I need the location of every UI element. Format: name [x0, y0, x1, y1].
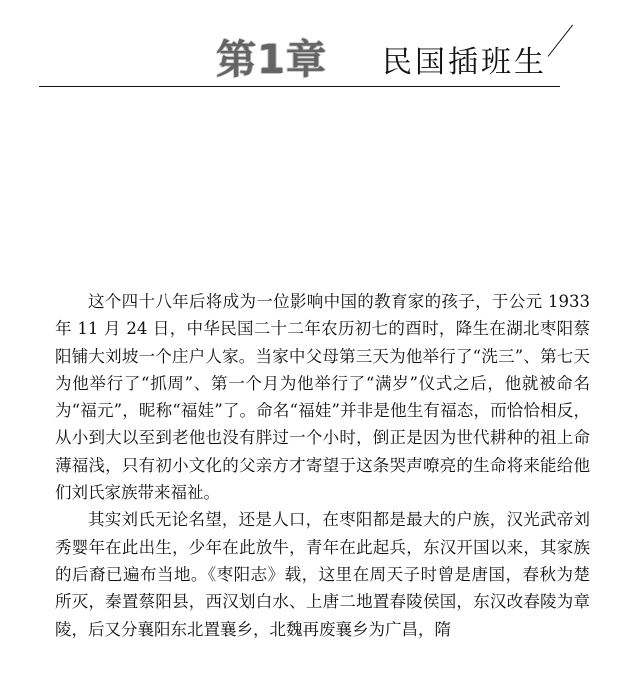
chapter-title: 民国插班生: [382, 45, 547, 80]
header-rule: [39, 86, 560, 87]
chapter-number: 第1章: [216, 37, 327, 83]
header-slash-decoration: [548, 25, 573, 57]
chapter-header: [0, 0, 640, 110]
paragraph: 这个四十八年后将成为一位影响中国的教育家的孩子，于公元 1933 年 11 月 24 日，中华民国二十二年农历初七的酉时，降生在湖北枣阳蔡阳铺大刘坡一个庄户人家。当家中父母第三天为他举行了“洗三”、第七天为他举行了“抓周”、第一个月为他举行了“满岁”仪式之后，他就被命名为“福元”，昵称“福娃”了。命名“福娃”并非是他生有福态，而恰恰相反，从小到大以至到老他也没有胖过一个小时，倒正是因为世代耕种的祖上命薄福浅，只有初小文化的父亲方才寄望于这条哭声嘹亮的生命将来能给他们刘氏家族带来福祉。: [55, 292, 590, 503]
paragraph: 其实刘氏无论名望，还是人口，在枣阳都是最大的户族，汉光武帝刘秀婴年在此出生，少年在此放牛，青年在此起兵，东汉开国以来，其家族的后裔已遍布当地。《枣阳志》载，这里在周天子时曾是唐国，春秋为楚所灭，秦置蔡阳县，西汉划白水、上唐二地置春陵侯国，东汉改春陵为章陵，后又分襄阳东北置襄乡，北魏再废襄乡为广昌，隋: [55, 510, 590, 639]
chapter-body: [55, 288, 590, 643]
